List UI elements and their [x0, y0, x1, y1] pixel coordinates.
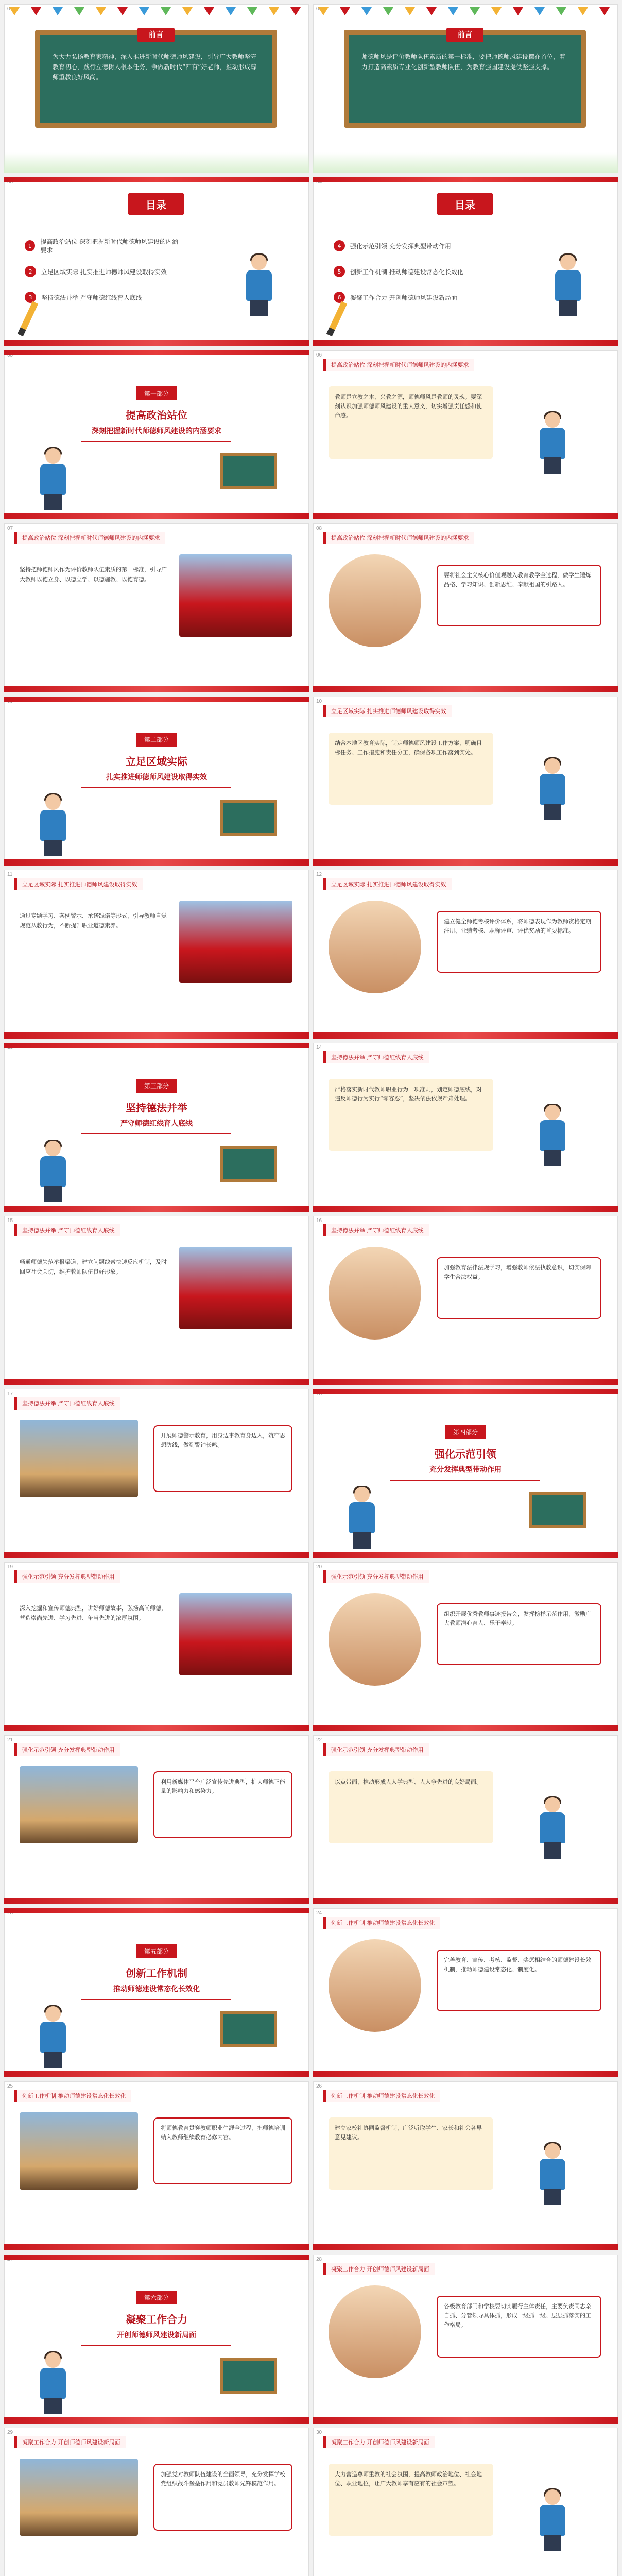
content-box: 建立家校社协同监督机制，广泛听取学生、家长和社会各界意见建议。 — [329, 2117, 493, 2190]
section-bar: 立足区域实际 扎实推进师德师风建设取得实效 — [14, 878, 143, 890]
section-bar: 创新工作机制 推动师德建设常态化长效化 — [14, 2090, 131, 2102]
toc-item-label: 创新工作机制 推动师德建设常态化长效化 — [350, 268, 463, 276]
slide-number: 16 — [316, 1218, 322, 1224]
content-box: 利用新媒体平台广泛宣传先进典型，扩大师德正能量的影响力和感染力。 — [153, 1771, 292, 1838]
teacher-legs — [544, 1150, 561, 1166]
slide-number: 28 — [316, 2257, 322, 2262]
part-subtitle: 充分发挥典型带动作用 — [429, 1466, 502, 1474]
slide-content[interactable] — [313, 523, 618, 692]
teacher-illustration — [534, 1105, 571, 1166]
flag-icon — [53, 7, 63, 15]
bottom-wave — [313, 859, 618, 866]
slide-part[interactable] — [4, 1908, 309, 2077]
content-box: 完善教育、宣传、考核、监督、奖惩相结合的师德建设长效机制，推动师德建设常态化、制度化。 — [437, 1950, 601, 2011]
section-bar: 强化示范引领 充分发挥典型带动作用 — [14, 1743, 120, 1756]
toc-number-icon: 2 — [25, 266, 36, 277]
top-wave — [4, 1908, 309, 1913]
grass-decoration — [4, 152, 309, 173]
part-title: 强化示范引领 — [435, 1448, 496, 1460]
divider — [81, 1999, 231, 2000]
section-bar: 创新工作机制 推动师德建设常态化长效化 — [323, 2090, 440, 2102]
teacher-illustration — [35, 794, 71, 856]
slide-content[interactable] — [4, 1389, 309, 1558]
teacher-body — [40, 810, 66, 841]
teacher-illustration — [241, 255, 277, 316]
slide-part[interactable] — [4, 697, 309, 866]
bottom-wave — [4, 686, 309, 692]
blackboard-illustration — [220, 1146, 277, 1182]
slide-number: 14 — [316, 1045, 322, 1050]
teacher-legs — [544, 457, 561, 474]
flag-icon — [599, 7, 610, 15]
slide-content[interactable] — [313, 1216, 618, 1385]
section-bar: 提高政治站位 深刻把握新时代师德师风建设的内涵要求 — [14, 532, 165, 544]
slide-number: 17 — [7, 1391, 13, 1397]
slide-content[interactable] — [313, 1043, 618, 1212]
slide-number: 30 — [316, 2430, 322, 2435]
section-bar: 凝聚工作合力 开创师德师风建设新局面 — [323, 2436, 435, 2448]
toc-item[interactable] — [25, 265, 179, 278]
teacher-body — [540, 428, 565, 459]
toc-number-icon: 5 — [334, 266, 345, 277]
flag-icon — [426, 7, 437, 15]
toc-number-icon: 1 — [25, 240, 35, 251]
flag-icon — [361, 7, 372, 15]
teacher-legs — [250, 300, 268, 316]
toc-number-icon: 6 — [334, 292, 345, 303]
flag-icon — [318, 7, 329, 15]
toc-item-label: 凝聚工作合力 开创师德师风建设新局面 — [350, 294, 457, 301]
toc-item[interactable] — [334, 239, 488, 252]
part-badge: 第五部分 — [136, 1944, 177, 1958]
part-title: 坚持德法并举 — [126, 1101, 187, 1114]
content-box: 教师是立教之本、兴教之源，师德师风是教师的灵魂。要深刻认识加强师德师风建设的重大意义，切实增强责任感和使命感。 — [329, 386, 493, 459]
bottom-wave — [4, 1552, 309, 1558]
teacher-illustration — [534, 1797, 571, 1859]
section-bar: 提高政治站位 深刻把握新时代师德师风建设的内涵要求 — [323, 359, 474, 371]
top-wave — [4, 1043, 309, 1048]
top-wave — [313, 1389, 618, 1394]
slide-number: 24 — [316, 1910, 322, 1916]
top-wave — [4, 350, 309, 355]
photo-image — [329, 1247, 421, 1340]
content-text: 深入挖掘和宣传师德典型，讲好师德故事，弘扬高尚师德，营造崇尚先进、学习先进、争当先进的浓厚氛围。 — [20, 1605, 167, 1621]
teacher-head — [545, 2489, 560, 2505]
section-bar: 凝聚工作合力 开创师德师风建设新局面 — [323, 2263, 435, 2275]
flag-icon — [9, 7, 20, 15]
teacher-head — [560, 255, 576, 270]
teacher-body — [540, 1120, 565, 1151]
blackboard — [344, 30, 586, 128]
teacher-body — [540, 774, 565, 805]
teacher-head — [545, 412, 560, 428]
bottom-wave — [313, 340, 618, 346]
part-title: 提高政治站位 — [126, 409, 187, 421]
slide-number: 07 — [7, 526, 13, 531]
slide-content[interactable] — [313, 2428, 618, 2576]
teacher-head — [354, 1487, 370, 1502]
divider — [81, 2345, 231, 2346]
top-wave — [313, 177, 618, 182]
photo-image — [20, 1420, 138, 1497]
photo-image — [20, 1766, 138, 1843]
teacher-head — [45, 2006, 61, 2022]
bottom-wave — [313, 2071, 618, 2077]
part-subtitle: 开创师德师风建设新局面 — [117, 2331, 196, 2340]
slide-part[interactable] — [4, 2255, 309, 2424]
bottom-wave — [4, 2244, 309, 2250]
slide-content[interactable] — [4, 2428, 309, 2576]
slide-content[interactable] — [313, 1562, 618, 1731]
teacher-illustration — [35, 1141, 71, 1202]
slide-number: 01 — [7, 6, 13, 12]
slide-content[interactable] — [313, 2081, 618, 2250]
content-text: 坚持把师德师风作为评价教师队伍素质的第一标准，引导广大教师以德立身、以德立学、以德施教、以德育德。 — [20, 566, 167, 583]
section-bar: 坚持德法并举 严守师德红线育人底线 — [323, 1051, 429, 1063]
bottom-wave — [4, 513, 309, 519]
flag-icon — [226, 7, 236, 15]
teacher-body — [540, 2159, 565, 2190]
content-text: 通过专题学习、案例警示、承诺践诺等形式，引导教师自觉规范从教行为，不断提升职业道德素养。 — [20, 912, 167, 929]
toc-item[interactable] — [25, 239, 179, 252]
teacher-illustration — [534, 412, 571, 474]
section-bar: 强化示范引领 充分发挥典型带动作用 — [323, 1570, 429, 1583]
flag-icon — [383, 7, 393, 15]
teacher-legs — [44, 1186, 62, 1202]
bottom-wave — [313, 1552, 618, 1558]
bottom-wave — [313, 2417, 618, 2424]
teacher-head — [545, 1797, 560, 1812]
content-text: 畅通师德失范举报渠道，建立问题线索快速反应机制，及时回应社会关切，维护教师队伍良好形象。 — [20, 1259, 167, 1275]
teacher-illustration — [550, 255, 586, 316]
teacher-legs — [559, 300, 577, 316]
section-bar: 创新工作机制 推动师德建设常态化长效化 — [323, 1917, 440, 1929]
pencil-icon — [18, 301, 38, 337]
slide-content[interactable] — [4, 1562, 309, 1731]
teacher-head — [45, 2352, 61, 2368]
content-box: 加强党对教师队伍建设的全面领导，充分发挥学校党组织战斗堡垒作用和党员教师先锋模范作用。 — [153, 2464, 292, 2531]
toc-item-label: 坚持德法并举 严守师德红线育人底线 — [41, 294, 142, 301]
bottom-wave — [313, 1206, 618, 1212]
bottom-wave — [313, 2244, 618, 2250]
slide-number: 08 — [316, 526, 322, 531]
section-bar: 凝聚工作合力 开创师德师风建设新局面 — [14, 2436, 126, 2448]
flag-icon — [182, 7, 193, 15]
preface-title: 前言 — [137, 28, 175, 42]
teacher-illustration — [35, 448, 71, 510]
bunting-flags — [313, 4, 618, 25]
teacher-illustration — [344, 1487, 380, 1549]
content-box: 组织开展优秀教师事迹报告会，发挥榜样示范作用，激励广大教师潜心育人、乐于奉献。 — [437, 1603, 601, 1665]
teacher-legs — [544, 804, 561, 820]
content-box: 将师德教育贯穿教师职业生涯全过程，把师德培训纳入教师继续教育必修内容。 — [153, 2117, 292, 2184]
toc-title: 目录 — [128, 193, 184, 215]
teacher-legs — [44, 2398, 62, 2414]
teacher-legs — [544, 2535, 561, 2551]
section-bar: 坚持德法并举 严守师德红线育人底线 — [323, 1224, 429, 1236]
slide-content[interactable] — [4, 2081, 309, 2250]
teacher-legs — [44, 494, 62, 510]
slide-number: 26 — [316, 2083, 322, 2089]
slide-toc[interactable] — [4, 177, 309, 346]
teacher-illustration — [534, 2143, 571, 2205]
teacher-illustration — [35, 2006, 71, 2068]
slide-grid — [4, 4, 618, 2576]
flag-icon — [204, 7, 214, 15]
slide-content[interactable] — [313, 870, 618, 1039]
photo-image — [20, 2459, 138, 2536]
slide-preface[interactable] — [4, 4, 309, 173]
bottom-wave — [4, 1898, 309, 1904]
flag-icon — [405, 7, 415, 15]
teacher-legs — [353, 1532, 371, 1549]
flag-icon — [161, 7, 171, 15]
bottom-wave — [4, 1032, 309, 1039]
toc-item-label: 提高政治站位 深刻把握新时代师德师风建设的内涵要求 — [40, 238, 179, 254]
bottom-wave — [4, 2417, 309, 2424]
photo-image — [329, 554, 421, 647]
blackboard-illustration — [529, 1492, 586, 1528]
photo-image — [179, 554, 292, 637]
bunting-flags — [4, 4, 309, 25]
blackboard-illustration — [220, 2011, 277, 2047]
content-box: 开展师德警示教育，用身边事教育身边人，筑牢思想防线，做到警钟长鸣。 — [153, 1425, 292, 1492]
top-wave — [4, 177, 309, 182]
teacher-head — [545, 758, 560, 774]
blackboard-illustration — [220, 2358, 277, 2394]
teacher-legs — [44, 2052, 62, 2068]
bottom-wave — [4, 859, 309, 866]
section-bar: 强化示范引领 充分发挥典型带动作用 — [323, 1743, 429, 1756]
bottom-wave — [313, 686, 618, 692]
teacher-illustration — [534, 2489, 571, 2551]
toc-item-label: 强化示范引领 充分发挥典型带动作用 — [350, 242, 451, 250]
teacher-body — [540, 2505, 565, 2536]
flag-icon — [340, 7, 350, 15]
photo-image — [179, 1593, 292, 1675]
slide-content[interactable] — [4, 870, 309, 1039]
teacher-head — [251, 255, 267, 270]
flag-icon — [556, 7, 566, 15]
slide-toc[interactable] — [313, 177, 618, 346]
content-box: 建立健全师德考核评价体系，将师德表现作为教师资格定期注册、业绩考核、职称评审、评优奖励的首要标准。 — [437, 911, 601, 973]
teacher-legs — [544, 1842, 561, 1859]
blackboard-illustration — [220, 453, 277, 489]
toc-title: 目录 — [437, 193, 493, 215]
photo-image — [329, 2285, 421, 2378]
slide-number: 20 — [316, 1564, 322, 1570]
divider — [81, 1133, 231, 1134]
slide-content[interactable] — [4, 523, 309, 692]
photo-image — [179, 1247, 292, 1329]
part-subtitle: 扎实推进师德师风建设取得实效 — [106, 773, 207, 782]
flag-icon — [96, 7, 106, 15]
content-box: 各级教育部门和学校要切实履行主体责任，主要负责同志亲自抓、分管领导具体抓，形成一级抓一级、层层抓落实的工作格局。 — [437, 2296, 601, 2358]
photo-image — [179, 901, 292, 983]
part-subtitle: 严守师德红线育人底线 — [120, 1120, 193, 1128]
toc-item[interactable] — [334, 265, 488, 278]
teacher-body — [40, 2022, 66, 2053]
bottom-wave — [4, 2071, 309, 2077]
teacher-head — [45, 1141, 61, 1156]
content-box: 要将社会主义核心价值观融入教育教学全过程，做学生锤炼品格、学习知识、创新思维、奉献祖国的引路人。 — [437, 565, 601, 626]
preface-text: 师德师风是评价教师队伍素质的第一标准，要把师德师风建设摆在首位，着力打造高素质专业化创新型教师队伍，为教育强国建设提供坚强支撑。 — [361, 53, 566, 71]
blackboard-illustration — [220, 800, 277, 836]
teacher-illustration — [35, 2352, 71, 2414]
bottom-wave — [4, 340, 309, 346]
slide-number: 10 — [316, 699, 322, 704]
section-bar: 立足区域实际 扎实推进师德师风建设取得实效 — [323, 705, 452, 717]
slide-number: 22 — [316, 1737, 322, 1743]
flag-icon — [247, 7, 257, 15]
slide-part[interactable] — [4, 1043, 309, 1212]
part-subtitle: 深刻把握新时代师德师风建设的内涵要求 — [92, 427, 221, 435]
bottom-wave — [313, 1379, 618, 1385]
slide-content[interactable] — [313, 2255, 618, 2424]
bottom-wave — [313, 1032, 618, 1039]
bottom-wave — [4, 1725, 309, 1731]
part-title: 立足区域实际 — [126, 755, 187, 768]
photo-image — [329, 1939, 421, 2032]
content-box: 严格落实新时代教师职业行为十项准则，划定师德底线，对违反师德行为实行“零容忍”，坚决依法依规严肃处理。 — [329, 1079, 493, 1151]
teacher-head — [545, 2143, 560, 2159]
teacher-body — [40, 2368, 66, 2399]
content-box: 以点带面，推动形成人人学典型、人人争先进的良好局面。 — [329, 1771, 493, 1843]
slide-part[interactable] — [4, 350, 309, 519]
top-wave — [4, 697, 309, 702]
slide-number: 15 — [7, 1218, 13, 1224]
preface-title: 前言 — [446, 28, 483, 42]
section-bar: 坚持德法并举 严守师德红线育人底线 — [14, 1224, 120, 1236]
bottom-wave — [4, 1206, 309, 1212]
section-bar: 提高政治站位 深刻把握新时代师德师风建设的内涵要求 — [323, 532, 474, 544]
slide-content[interactable] — [4, 1216, 309, 1385]
toc-item-label: 立足区域实际 扎实推进师德师风建设取得实效 — [41, 268, 167, 276]
part-badge: 第二部分 — [136, 733, 177, 747]
top-wave — [4, 2255, 309, 2260]
bottom-wave — [4, 1379, 309, 1385]
divider — [81, 441, 231, 442]
slide-number: 02 — [316, 6, 322, 12]
slide-number: 21 — [7, 1737, 13, 1743]
blackboard — [35, 30, 277, 128]
slide-number: 12 — [316, 872, 322, 877]
part-badge: 第三部分 — [136, 1079, 177, 1093]
preface-text: 为大力弘扬教育家精神，深入推进新时代师德师风建设，引导广大教师坚守教育初心，践行立德树人根本任务，争做新时代“四有”好老师，推动形成尊师重教良好风尚。 — [53, 53, 257, 81]
flag-icon — [578, 7, 588, 15]
slide-content[interactable] — [313, 1908, 618, 2077]
teacher-body — [555, 270, 581, 301]
flag-icon — [31, 7, 41, 15]
slide-content[interactable] — [4, 1735, 309, 1904]
flag-icon — [470, 7, 480, 15]
teacher-head — [545, 1105, 560, 1120]
flag-icon — [74, 7, 84, 15]
slide-content[interactable] — [313, 697, 618, 866]
section-bar: 立足区域实际 扎实推进师德师风建设取得实效 — [323, 878, 452, 890]
teacher-body — [349, 1502, 375, 1533]
flag-icon — [491, 7, 502, 15]
part-title: 创新工作机制 — [126, 1967, 187, 1979]
teacher-body — [40, 464, 66, 495]
slide-number: 29 — [7, 2430, 13, 2435]
slide-content[interactable] — [313, 350, 618, 519]
flag-icon — [290, 7, 301, 15]
teacher-head — [45, 448, 61, 464]
flag-icon — [448, 7, 458, 15]
toc-item[interactable] — [25, 291, 179, 304]
part-badge: 第一部分 — [136, 386, 177, 400]
flag-icon — [139, 7, 149, 15]
toc-number-icon: 4 — [334, 240, 345, 251]
slide-number: 19 — [7, 1564, 13, 1570]
teacher-body — [540, 1812, 565, 1843]
teacher-legs — [44, 840, 62, 856]
divider — [81, 787, 231, 788]
bottom-wave — [313, 513, 618, 519]
toc-item[interactable] — [334, 291, 488, 304]
part-badge: 第六部分 — [136, 2291, 177, 2304]
slide-content[interactable] — [313, 1735, 618, 1904]
part-subtitle: 推动师德建设常态化长效化 — [113, 1985, 200, 1993]
photo-image — [20, 2112, 138, 2190]
content-box: 结合本地区教育实际，制定师德师风建设工作方案，明确目标任务、工作措施和责任分工，确保各项工作落到实处。 — [329, 733, 493, 805]
bottom-wave — [313, 1898, 618, 1904]
section-bar: 坚持德法并举 严守师德红线育人底线 — [14, 1397, 120, 1410]
teacher-illustration — [534, 758, 571, 820]
pencil-icon — [326, 301, 347, 337]
teacher-head — [45, 794, 61, 810]
grass-decoration — [313, 152, 618, 173]
teacher-body — [246, 270, 272, 301]
content-box: 大力营造尊师重教的社会氛围，提高教师政治地位、社会地位、职业地位，让广大教师享有应有的社会声望。 — [329, 2464, 493, 2536]
slide-preface[interactable] — [313, 4, 618, 173]
flag-icon — [117, 7, 128, 15]
photo-image — [329, 901, 421, 993]
teacher-legs — [544, 2189, 561, 2205]
photo-image — [329, 1593, 421, 1686]
toc-number-icon: 3 — [25, 292, 36, 303]
slide-part[interactable] — [313, 1389, 618, 1558]
teacher-body — [40, 1156, 66, 1187]
slide-number: 11 — [7, 872, 13, 877]
content-box: 加强教育法律法规学习，增强教师依法执教意识，切实保障学生合法权益。 — [437, 1257, 601, 1319]
flag-icon — [269, 7, 279, 15]
part-badge: 第四部分 — [445, 1425, 486, 1439]
slide-number: 25 — [7, 2083, 13, 2089]
flag-icon — [534, 7, 545, 15]
slide-number: 06 — [316, 352, 322, 358]
part-title: 凝聚工作合力 — [126, 2313, 187, 2326]
flag-icon — [513, 7, 523, 15]
section-bar: 强化示范引领 充分发挥典型带动作用 — [14, 1570, 120, 1583]
divider — [390, 1480, 540, 1481]
bottom-wave — [313, 1725, 618, 1731]
